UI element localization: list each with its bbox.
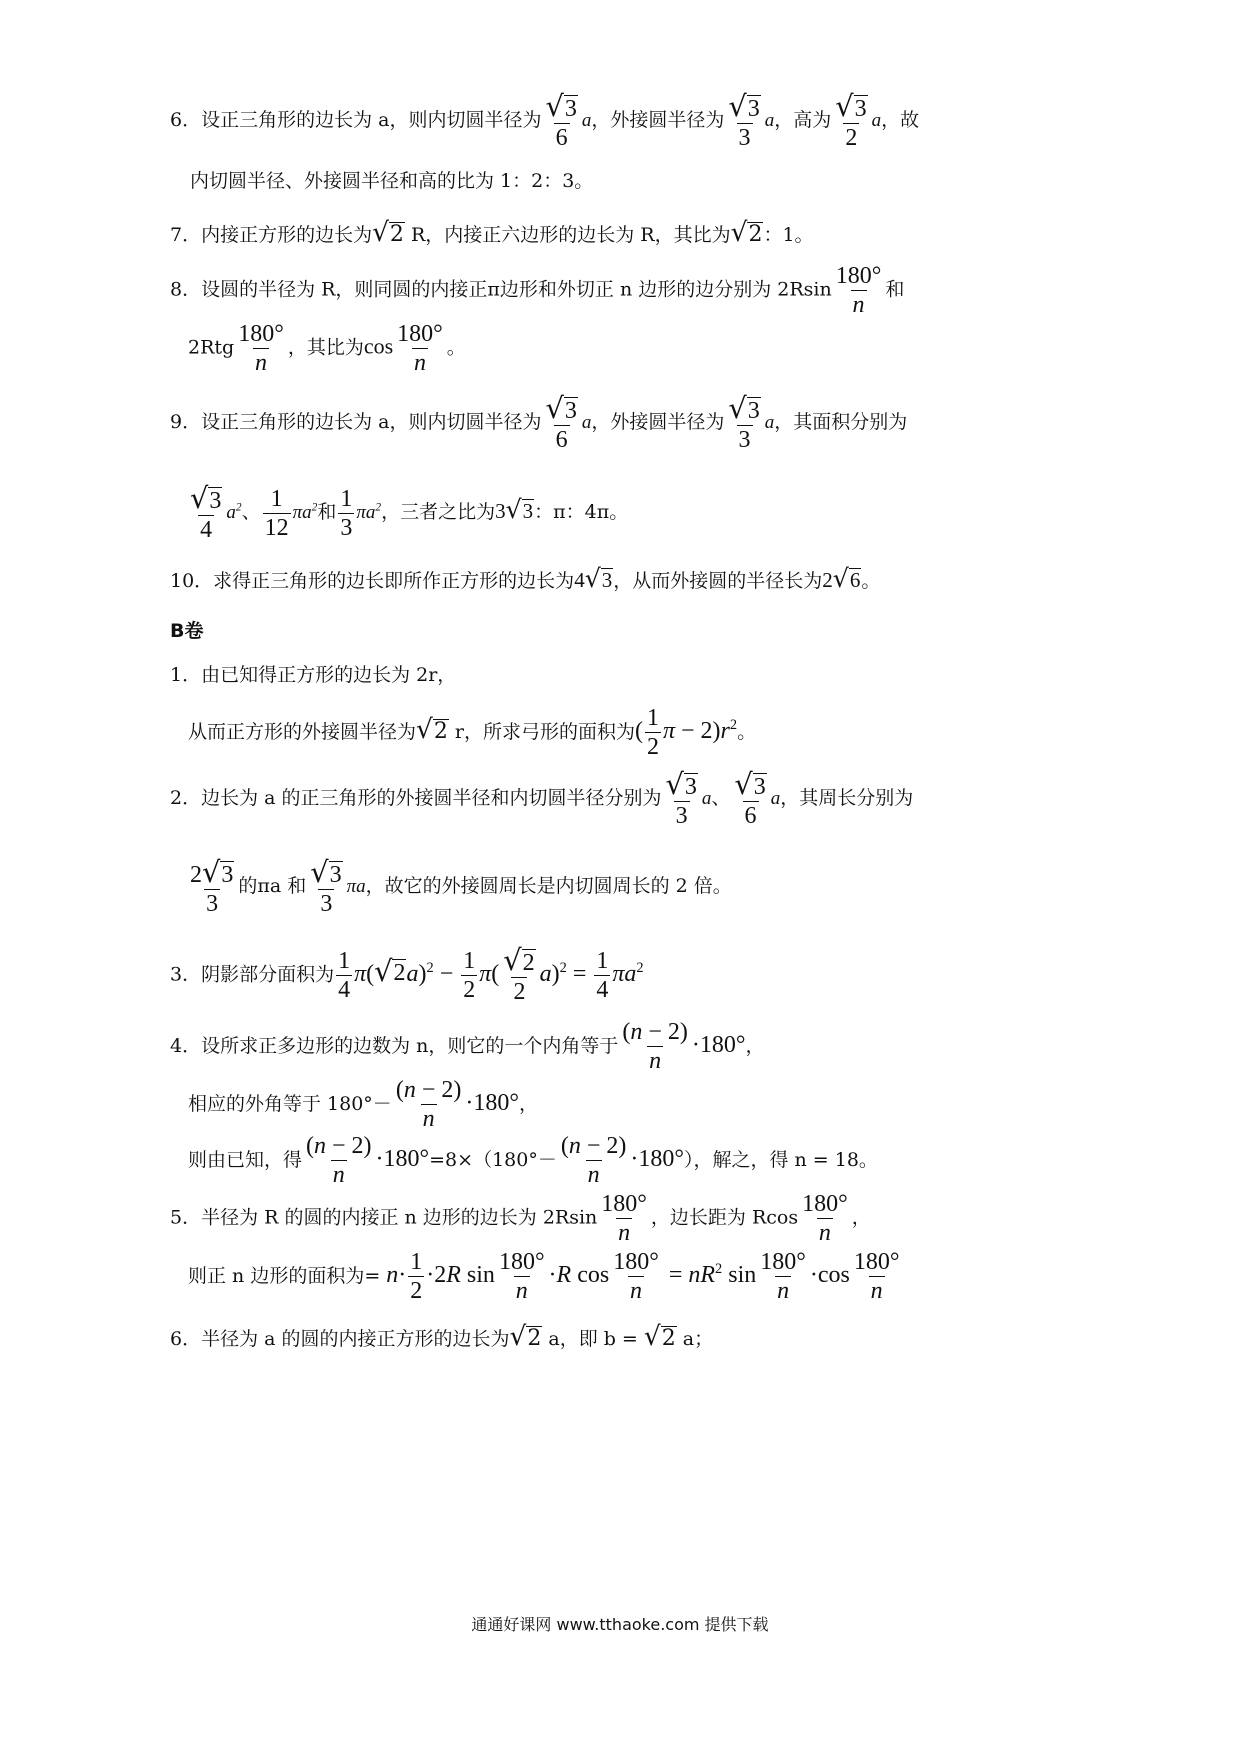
text: 、 xyxy=(711,787,731,809)
fraction-sqrt3-over-4: √ 3 4 xyxy=(190,481,222,543)
var-a: a xyxy=(581,412,592,433)
item-b6 xyxy=(170,1321,714,1352)
fraction-sqrt3-over-3: √ 3 3 xyxy=(728,391,760,453)
item-b1-line2 xyxy=(188,706,756,759)
text: 、 xyxy=(241,501,261,523)
text: ：1。 xyxy=(763,224,814,246)
text: ， xyxy=(851,1206,871,1229)
section-b-title: B卷 xyxy=(170,620,204,642)
text: a，即 b = xyxy=(542,1328,638,1350)
fraction-180-over-n: $\frac{180^\circ}{n}$ xyxy=(238,321,284,376)
text: 4．设所求正多边形的边数为 n，则它的一个内角等于 xyxy=(170,1035,619,1058)
var-a: a xyxy=(581,110,592,131)
text: ，从而外接圆的半径长为 xyxy=(613,570,823,592)
item-a9-line1 xyxy=(170,391,908,453)
text: ，其面积分别为 xyxy=(774,411,908,433)
sqrt-2: √ 2 xyxy=(416,714,448,746)
two-root-six: 2 √ 6 xyxy=(822,564,861,593)
text: 10．求得正三角形的边长即所作正方形的边长为 xyxy=(170,570,575,592)
var-a: a xyxy=(701,788,712,809)
fraction-sqrt3-over-2: √ 3 2 xyxy=(835,89,867,151)
text: ， xyxy=(518,1093,538,1116)
pi-a: πa xyxy=(346,876,366,897)
four-root-three: 4 √ 3 xyxy=(574,564,613,593)
interior-angle-expr: $\frac{(n - 2)}{n}$ ·180° xyxy=(622,1019,746,1074)
item-a8-line2 xyxy=(188,322,466,375)
item-b5-line2 xyxy=(188,1250,903,1303)
three-root-three: 3 √ 3 xyxy=(495,495,534,524)
text: ），解之，得 n = 18。 xyxy=(683,1149,878,1172)
fraction-sqrt3-over-3: √ 3 3 xyxy=(665,767,697,829)
text: 相应的外角等于 180°－ xyxy=(188,1093,392,1116)
pi-a-squared: $\pi a^2$ xyxy=(356,501,382,523)
text: 9．设正三角形的边长为 a，则内切圆半径为 xyxy=(170,411,542,433)
text: ，外接圆半径为 xyxy=(591,109,725,131)
pi-a-squared: $\pi a^2$ xyxy=(292,501,318,523)
item-b4-line2 xyxy=(188,1078,538,1131)
text: 2Rtg xyxy=(188,336,235,359)
fraction-sqrt3-over-6: √ 3 6 xyxy=(545,391,577,453)
page-footer: 通通好课网 www.tthaoke.com 提供下载 xyxy=(471,1615,769,1634)
text: 和 xyxy=(885,278,905,301)
fraction-sqrt3-over-3: √ 3 3 xyxy=(310,855,342,917)
text: 6．半径为 a 的圆的内接正方形的边长为 xyxy=(170,1328,510,1350)
sqrt-2: √ 2 xyxy=(372,217,404,248)
item-b2-line2 xyxy=(186,855,732,917)
item-a9-line2 xyxy=(186,481,629,543)
text: 。 xyxy=(446,336,466,359)
text: 。 xyxy=(737,721,757,744)
item-b4-line1 xyxy=(170,1020,765,1073)
text: 8．设圆的半径为 R，则同圆的内接正π边形和外切正 n 边形的边分别为 2Rsin xyxy=(170,278,832,301)
item-a6-line1 xyxy=(170,89,920,151)
var-a: a xyxy=(871,110,882,131)
interior-angle-expr: $\frac{(n - 2)}{n}$ ·180° xyxy=(395,1077,519,1132)
text: ：π：4π。 xyxy=(534,501,629,523)
fraction-sqrt3-over-3: √ 3 3 xyxy=(728,89,760,151)
shaded-area-formula: $\frac{1}{4}$ π( √ 2 a)$^2$ − $\frac{1}{2}$ π( √ 2 2 a)$^2$ = $\frac{1}{4}$ $\pi a^2$ xyxy=(338,943,644,1005)
var-a: a xyxy=(764,110,775,131)
sqrt-2: √ 2 xyxy=(643,1321,676,1352)
fraction-1-over-12: $\frac{1}{12}$ xyxy=(264,485,289,541)
text: 6．设正三角形的边长为 a，则内切圆半径为 xyxy=(170,109,542,131)
cos-label: cos xyxy=(363,333,394,359)
fraction-180-over-n: $\frac{180^\circ}{n}$ xyxy=(601,1191,647,1246)
fraction-1-over-2: $\frac{1}{2}$ xyxy=(646,705,659,760)
item-b3 xyxy=(170,943,644,1005)
var-a: a xyxy=(764,412,775,433)
polygon-area-formula: n· $\frac{1}{2}$ ·2R sin $\frac{180^\circ}{n}$ ·R cos $\frac{180^\circ}{n}$ = $nR^2$ sin $\frac{180^\circ}{n}$ ·cos $\frac{180^\circ}{n}$ xyxy=(386,1249,900,1304)
text: =8×（180°－ xyxy=(429,1149,557,1172)
item-a8-line1 xyxy=(170,264,904,317)
fraction-180-over-n: $\frac{180^\circ}{n}$ xyxy=(835,263,882,318)
interior-angle-expr: $\frac{(n - 2)}{n}$ ·180° xyxy=(560,1133,684,1188)
text: 3．阴影部分面积为 xyxy=(170,963,335,986)
fraction-1-over-3: $\frac{1}{3}$ xyxy=(340,485,353,541)
text: ，边长距为 Rcos xyxy=(650,1206,799,1229)
item-a6-line2 xyxy=(190,172,593,191)
text: ，三者之比为 xyxy=(381,501,496,523)
segment-area-expr: ( $\frac{1}{2}$ $\pi - 2)r^2$ xyxy=(634,705,738,760)
text: 的πa 和 xyxy=(238,875,307,897)
text: ， xyxy=(745,1035,765,1058)
text: 和 xyxy=(317,501,337,523)
text: 。 xyxy=(861,570,881,592)
item-b1-line1 xyxy=(170,666,456,685)
item-a10 xyxy=(170,566,880,591)
text: ，高为 xyxy=(774,109,832,131)
var-a: a xyxy=(770,788,781,809)
text: ，其比为 xyxy=(287,336,364,359)
text: ，外接圆半径为 xyxy=(591,411,725,433)
text: 内切圆半径、外接圆半径和高的比为 1：2：3。 xyxy=(190,170,594,192)
text: ，故它的外接圆周长是内切圆周长的 2 倍。 xyxy=(365,875,732,897)
fraction-180-over-n: $\frac{180^\circ}{n}$ xyxy=(397,321,443,376)
item-a7 xyxy=(170,217,814,248)
text: r，所求弓形的面积为 xyxy=(448,721,635,744)
sqrt-2: √ 2 xyxy=(509,1321,542,1352)
text: 从而正方形的外接圆半径为 xyxy=(188,721,417,744)
interior-angle-expr: $\frac{(n - 2)}{n}$ ·180° xyxy=(306,1133,430,1188)
text: 则由已知，得 xyxy=(188,1149,303,1172)
item-b2-line1 xyxy=(170,767,914,829)
item-b4-line3 xyxy=(188,1134,878,1187)
sqrt-2: √ 2 xyxy=(730,217,763,248)
fraction-2sqrt3-over-3: 2 √ 3 3 xyxy=(190,855,234,917)
fraction-180-over-n: $\frac{180^\circ}{n}$ xyxy=(802,1191,848,1246)
text: 则正 n 边形的面积为= xyxy=(188,1265,381,1288)
text: 2．边长为 a 的正三角形的外接圆半径和内切圆半径分别为 xyxy=(170,787,662,809)
text: R，内接正六边形的边长为 R，其比为 xyxy=(404,224,731,246)
text: 1．由已知得正方形的边长为 2r， xyxy=(170,664,457,686)
var-a: $a^2$ xyxy=(226,501,242,523)
fraction-sqrt3-over-6: √ 3 6 xyxy=(734,767,766,829)
text: ，故 xyxy=(881,109,920,131)
item-b5-line1 xyxy=(170,1192,871,1245)
text: ，其周长分别为 xyxy=(780,787,914,809)
fraction-sqrt3-over-6: √ 3 6 xyxy=(545,89,577,151)
text: 5．半径为 R 的圆的内接正 n 边形的边长为 2Rsin xyxy=(170,1206,598,1229)
text: a； xyxy=(676,1328,714,1350)
text: 7．内接正方形的边长为 xyxy=(170,224,373,246)
